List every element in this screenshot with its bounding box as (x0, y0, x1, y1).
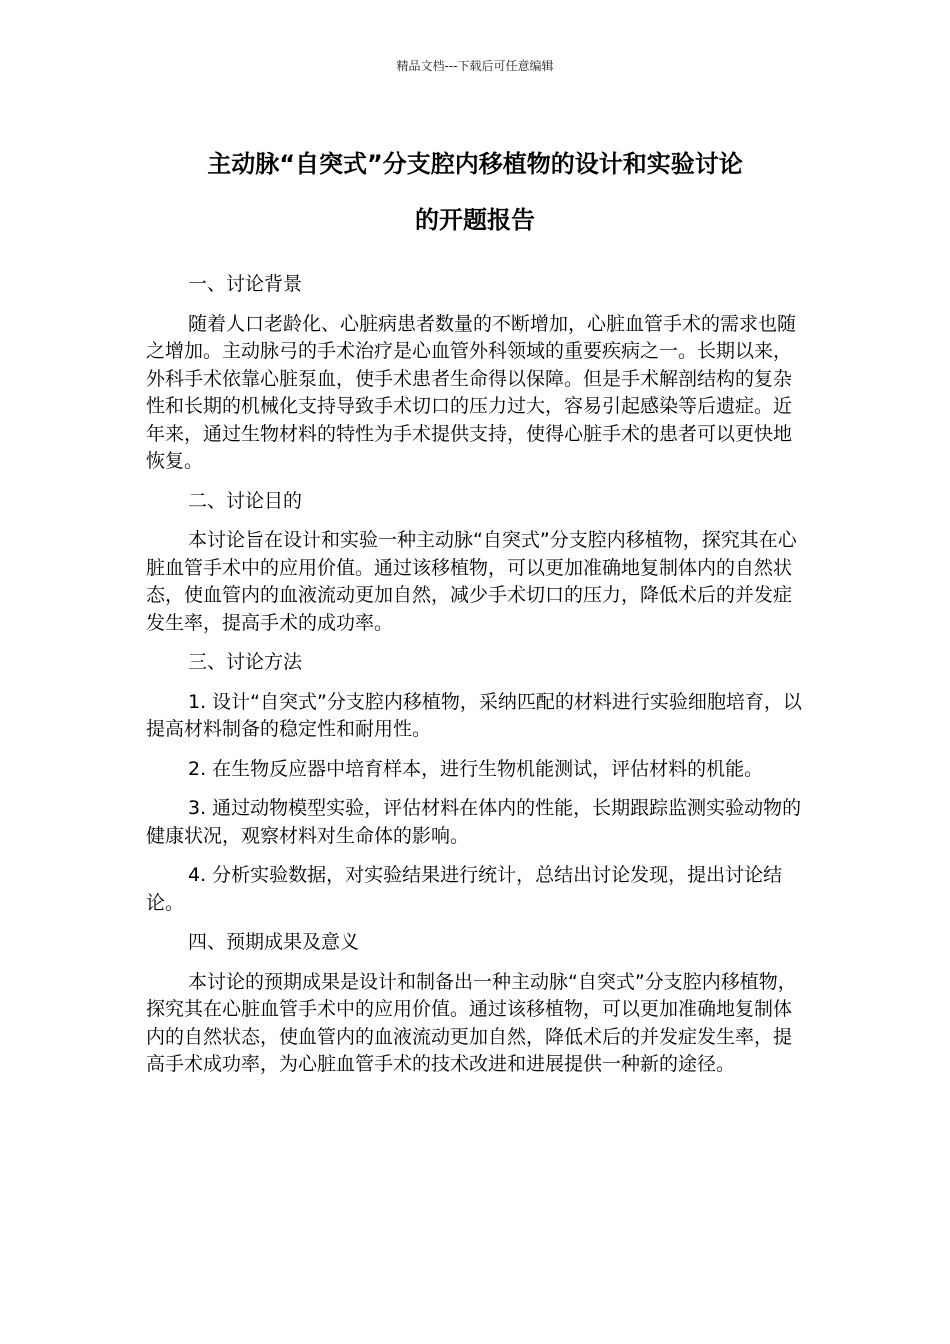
section-heading-purpose: 二、讨论目的 (188, 489, 303, 512)
section-heading-background: 一、讨论背景 (188, 273, 303, 295)
section-heading-methods: 三、讨论方法 (188, 651, 303, 673)
document-title (140, 136, 810, 248)
header-note: 精品文档---下载后可任意编辑 (396, 59, 554, 73)
method-item-1: 1. 设计“自突式”分支腔内移植物，采纳匹配的材料进行实验细胞培育，以提高材料制备的稳定性和耐用性。 (146, 690, 802, 740)
method-item-2: 2. 在生物反应器中培育样本，进行生物机能测试，评估材料的机能。 (188, 757, 764, 780)
document-body (146, 271, 810, 1091)
method-item-3: 3. 通过动物模型实验，评估材料在体内的性能，长期跟踪监测实验动物的健康状况，观察材料对生命体的影响。 (146, 797, 802, 847)
title-line-1: 主动脉“自突式”分支腔内移植物的设计和实验讨论 (207, 150, 743, 178)
section-heading-outcomes: 四、预期成果及意义 (188, 931, 360, 953)
method-item-4: 4. 分析实验数据，对实验结果进行统计，总结出讨论发现，提出讨论结论。 (146, 864, 783, 914)
outcomes-paragraph: 本讨论的预期成果是设计和制备出一种主动脉“自突式”分支腔内移植物，探究其在心脏血管手术中的应用价值。通过该移植物，可以更加准确地复制体内的自然状态，使血管内的血液流动更加自然，降低术后的并发症发生率，提高手术成功率，为心脏血管手术的技术改进和进展提供一种新的途径。 (146, 970, 797, 1075)
background-paragraph: 随着人口老龄化、心脏病患者数量的不断增加，心脏血管手术的需求也随之增加。主动脉弓的手术治疗是心血管外科领域的重要疾病之一。长期以来，外科手术依靠心脏泵血，使手术患者生命得以保障。但是手术解剖结构的复杂性和长期的机械化支持导致手术切口的压力过大，容易引起感染等后遗症。近年来，通过生物材料的特性为手术提供支持，使得心脏手术的患者可以更快地恢复。 (146, 312, 797, 472)
purpose-paragraph: 本讨论旨在设计和实验一种主动脉“自突式”分支腔内移植物，探究其在心脏血管手术中的应用价值。通过该移植物，可以更加准确地复制体内的自然状态，使血管内的血液流动更加自然，减少手术切口的压力，降低术后的并发症发生率，提高手术的成功率。 (146, 529, 797, 634)
title-line-2: 的开题报告 (415, 206, 535, 234)
